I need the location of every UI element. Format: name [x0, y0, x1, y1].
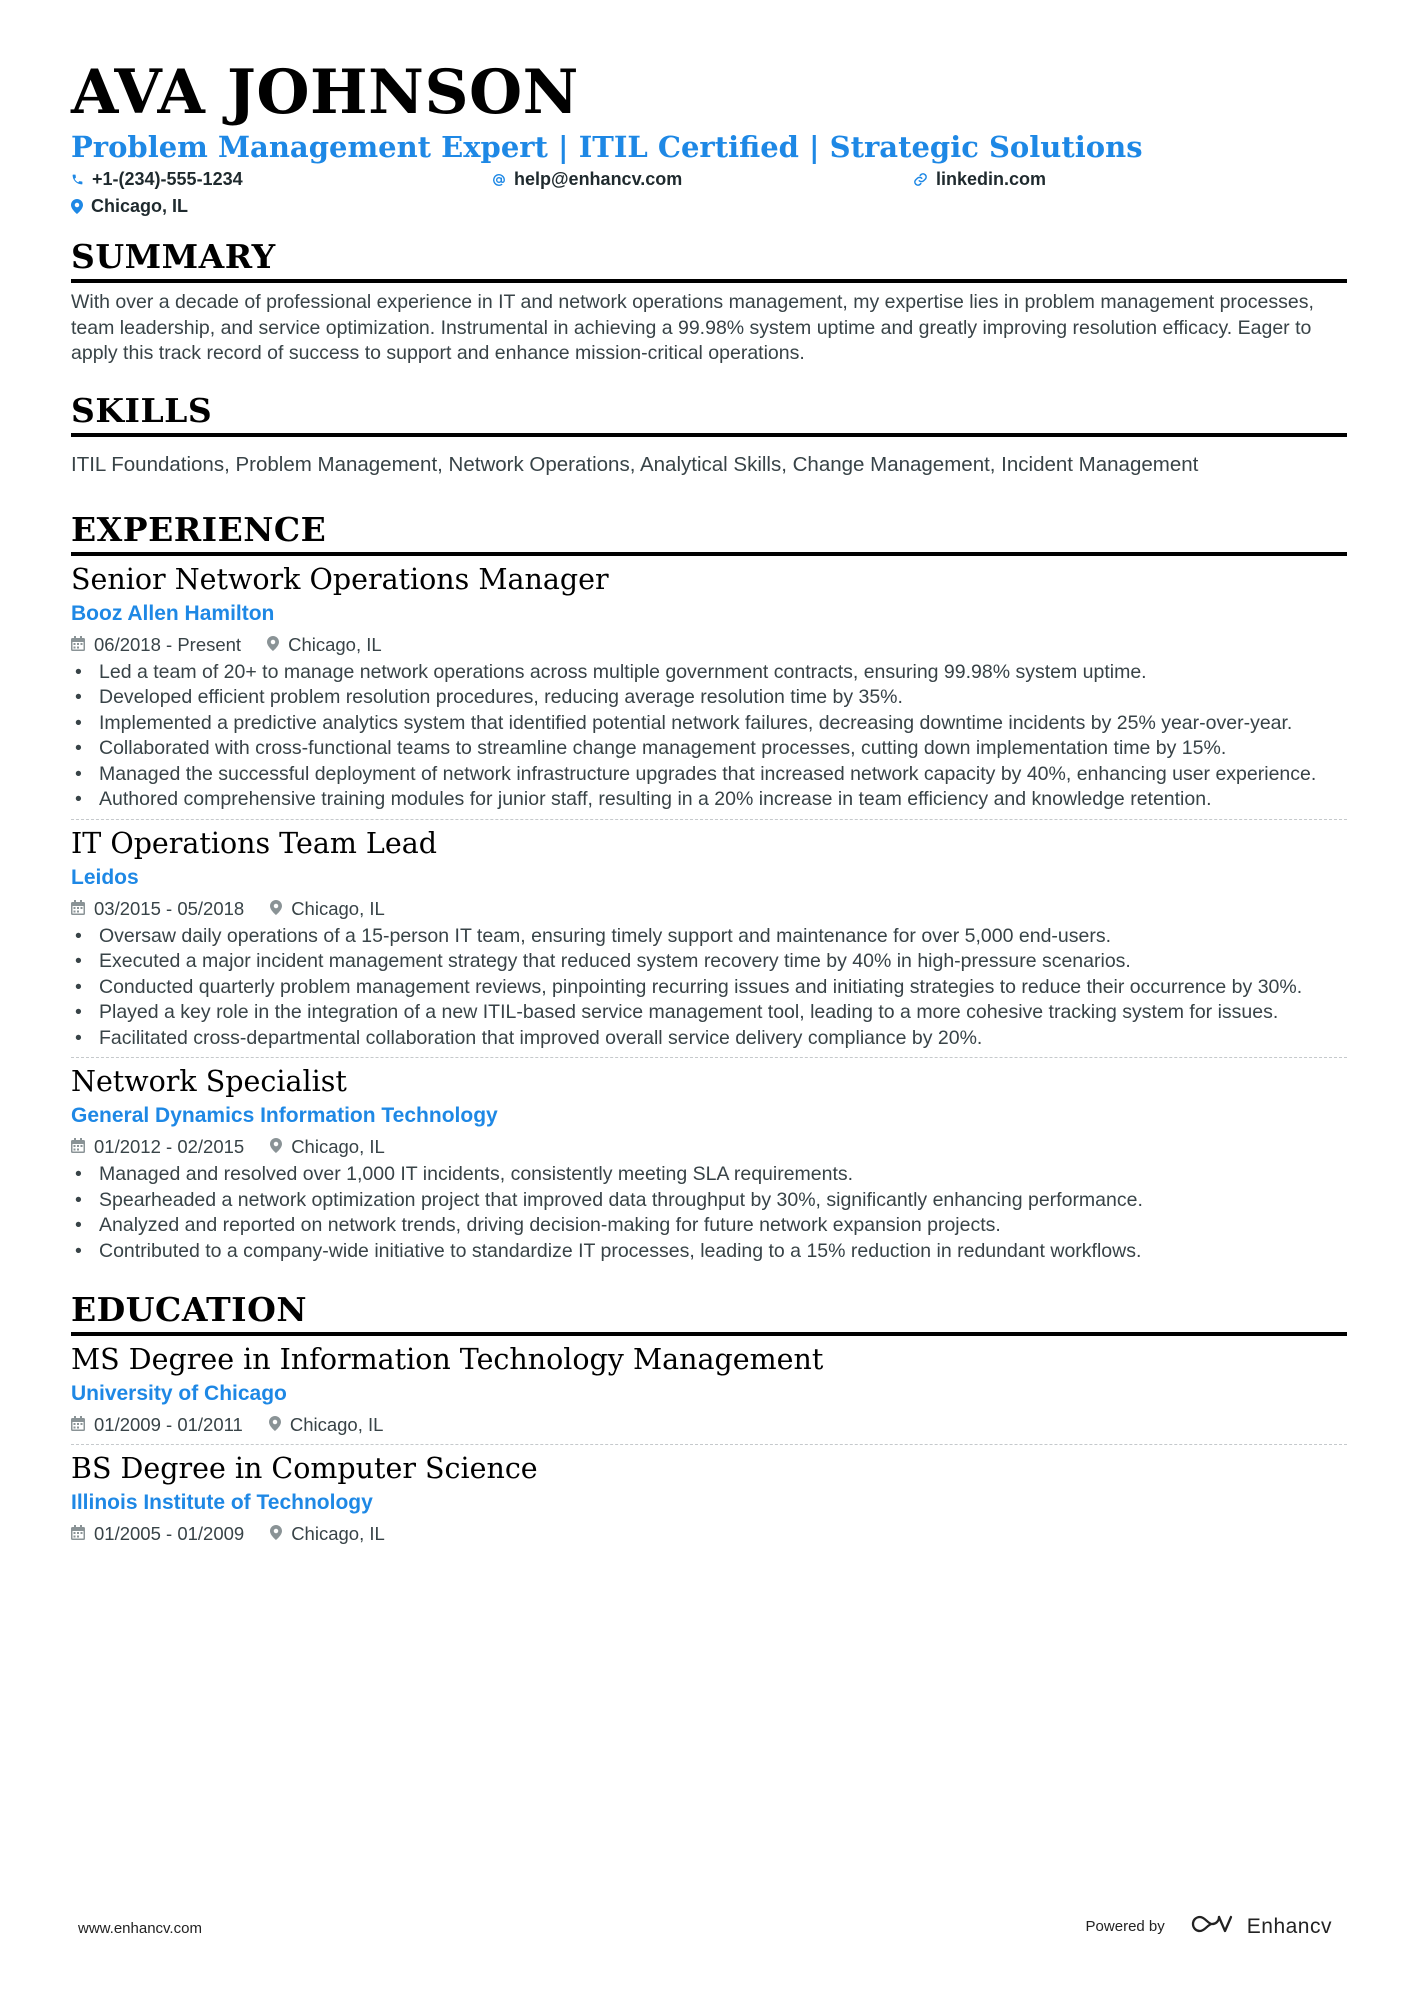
job-meta [71, 632, 1347, 658]
education-meta [71, 1521, 1347, 1547]
location-pin-icon [270, 1134, 282, 1160]
summary-title: SUMMARY [71, 237, 1347, 283]
bullet-item: • Conducted quarterly problem management reviews, pinpointing recurring issues and initiating strategies to reduce their occurrence by 30%. [71, 975, 1347, 1001]
calendar-icon [71, 632, 85, 658]
phone-number: +1-(234)-555-1234 [92, 169, 243, 189]
phone-icon [71, 173, 84, 186]
page-footer [78, 1910, 1332, 1950]
email-contact[interactable] [492, 169, 682, 190]
powered-by-label: Powered by [1085, 1918, 1165, 1935]
degree-title: BS Degree in Computer Science [71, 1452, 538, 1485]
job-location: Chicago, IL [267, 632, 382, 658]
job-dates: 06/2018 - Present [71, 632, 241, 658]
bullet-item: • Managed the successful deployment of network infrastructure upgrades that increased network capacity by 40%, enhancing user experience. [71, 762, 1347, 788]
job-dates: 03/2015 - 05/2018 [71, 896, 244, 922]
education-location: Chicago, IL [270, 1521, 385, 1547]
job-company: Leidos [71, 865, 139, 889]
location-text: Chicago, IL [91, 196, 189, 216]
school-name: Illinois Institute of Technology [71, 1491, 373, 1514]
job-company: Booz Allen Hamilton [71, 601, 275, 625]
skills-text: ITIL Foundations, Problem Management, Network Operations, Analytical Skills, Change Management, Incident Management [71, 452, 1199, 476]
job-meta [71, 1134, 1347, 1160]
job-entry [71, 556, 1347, 820]
linkedin-contact[interactable] [913, 169, 1046, 190]
bullet-item: • Analyzed and reported on network trends, driving decision-making for future network expansion projects. [71, 1213, 1347, 1239]
link-icon [913, 172, 928, 187]
experience-section [71, 510, 1347, 1271]
bullet-item: • Facilitated cross-departmental collaboration that improved overall service delivery compliance by 20%. [71, 1026, 1347, 1052]
job-title: Senior Network Operations Manager [71, 562, 609, 596]
job-location: Chicago, IL [270, 1134, 385, 1160]
education-dates: 01/2009 - 01/2011 [71, 1412, 243, 1438]
job-title: IT Operations Team Lead [71, 826, 437, 860]
skills-section [71, 391, 1347, 478]
bullet-item: • Led a team of 20+ to manage network operations across multiple government contracts, ensuring 99.98% system uptime. [71, 660, 1347, 686]
bullet-item: • Developed efficient problem resolution procedures, reducing average resolution time by 35%. [71, 685, 1347, 711]
job-bullets [71, 660, 1347, 813]
bullet-item: • Collaborated with cross-functional teams to streamline change management processes, cutting down implementation time by 15%. [71, 736, 1347, 762]
experience-title: EXPERIENCE [71, 510, 1347, 556]
location-pin-icon [71, 199, 83, 214]
contact-info [71, 167, 1347, 221]
bullet-item: • Authored comprehensive training modules for junior staff, resulting in a 20% increase in team efficiency and knowledge retention. [71, 787, 1347, 813]
education-meta [71, 1412, 1347, 1438]
enhancv-brand-name: Enhancv [1246, 1914, 1332, 1938]
education-dates: 01/2005 - 01/2009 [71, 1521, 244, 1547]
job-title: Network Specialist [71, 1065, 347, 1098]
job-meta [71, 896, 1347, 922]
education-location: Chicago, IL [269, 1412, 384, 1438]
job-bullets [71, 1162, 1347, 1264]
job-bullets [71, 924, 1347, 1052]
bullet-item: • Played a key role in the integration of a new ITIL-based service management tool, leading to a more cohesive tracking system for issues. [71, 1000, 1347, 1026]
job-location: Chicago, IL [270, 896, 385, 922]
bullet-item: • Executed a major incident management strategy that reduced system recovery time by 40% in high-pressure scenarios. [71, 949, 1347, 975]
job-entry [71, 1058, 1347, 1270]
location-pin-icon [267, 632, 279, 658]
summary-section [71, 237, 1347, 367]
phone-contact[interactable] [71, 169, 243, 190]
calendar-icon [71, 1412, 85, 1438]
bullet-item: • Oversaw daily operations of a 15-person IT team, ensuring timely support and maintenance for over 5,000 end-users. [71, 924, 1347, 950]
bullet-item: • Managed and resolved over 1,000 IT incidents, consistently meeting SLA requirements. [71, 1162, 1347, 1188]
email-address: help@enhancv.com [514, 169, 683, 189]
bullet-item: • Spearheaded a network optimization project that improved data throughput by 30%, significantly enhancing performance. [71, 1188, 1347, 1214]
footer-website[interactable]: www.enhancv.com [78, 1920, 202, 1937]
education-title: EDUCATION [71, 1290, 1347, 1336]
school-name: University of Chicago [71, 1382, 287, 1405]
job-dates: 01/2012 - 02/2015 [71, 1134, 244, 1160]
location-contact [71, 196, 188, 217]
at-icon [492, 173, 506, 187]
job-company: General Dynamics Information Technology [71, 1104, 498, 1127]
education-entry [71, 1336, 1347, 1445]
location-pin-icon [270, 896, 282, 922]
enhancv-logo-icon [1189, 1912, 1235, 1941]
education-section [71, 1290, 1347, 1553]
candidate-name: AVA JOHNSON [71, 57, 579, 128]
calendar-icon [71, 1134, 85, 1160]
location-pin-icon [269, 1412, 281, 1438]
calendar-icon [71, 1521, 85, 1547]
headline: Problem Management Expert | ITIL Certified | Strategic Solutions [71, 130, 1143, 164]
linkedin-url: linkedin.com [936, 169, 1047, 189]
resume-page [71, 58, 1347, 1553]
bullet-item: • Implemented a predictive analytics system that identified potential network failures, decreasing downtime incidents by 25% year-over-year. [71, 711, 1347, 737]
calendar-icon [71, 896, 85, 922]
job-entry [71, 820, 1347, 1059]
skills-title: SKILLS [71, 391, 1347, 437]
location-pin-icon [270, 1521, 282, 1547]
summary-text: With over a decade of professional experience in IT and network operations management, my expertise lies in problem management processes, team leadership, and service optimization. Instrumental in achieving a 99.98% system uptime and greatly improving resolution efficacy. Eager to apply this track record of success to support and enhance mission-critical operations. [71, 291, 1314, 364]
bullet-item: • Contributed to a company-wide initiative to standardize IT processes, leading to a 15% reduction in redundant workflows. [71, 1239, 1347, 1265]
degree-title: MS Degree in Information Technology Management [71, 1343, 824, 1376]
footer-branding [1086, 1912, 1332, 1941]
education-entry [71, 1445, 1347, 1553]
